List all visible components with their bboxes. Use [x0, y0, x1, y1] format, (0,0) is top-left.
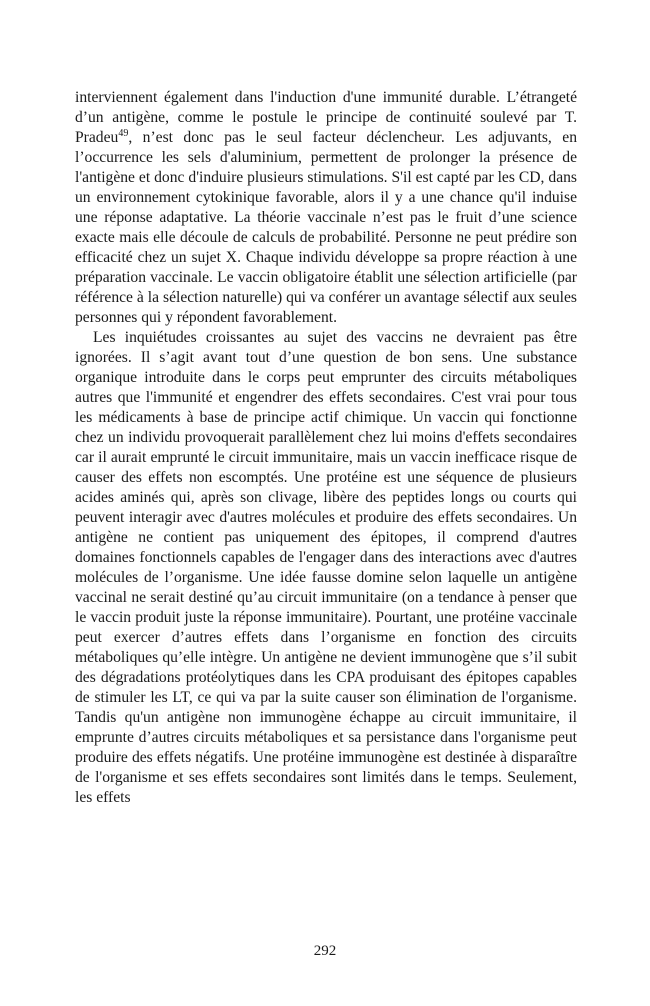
footnote-reference[interactable]: 49 — [118, 127, 129, 139]
page-number: 292 — [313, 943, 337, 959]
page-body — [75, 88, 577, 808]
paragraph-2: Les inquiétudes croissantes au sujet des vaccins ne devraient pas être ignorées. Il s’agit avant tout d’une question de bon sens. Une substance organique introduite dans le corps peut emprunter des circuits métaboliques autres que l'immunité et engendrer des effets secondaires. C'est vrai pour tous les médicaments à base de principe actif chimique. Un vaccin qui fonctionne chez un individu provoquerait parallèlement chez lui moins d'effets secondaires car il aurait emprunté le circuit immunitaire, mais un vaccin inefficace risque de causer des effets non escomptés. Une protéine est une séquence de plusieurs acides aminés qui, après son clivage, libère des peptides longs ou courts qui peuvent interagir avec d'autres molécules et produire des effets secondaires. Un antigène ne contient pas uniquement des épitopes, il comprend d'autres domaines fonctionnels capables de l'engager dans des interactions avec d'autres molécules de l’organisme. Une idée fausse domine selon laquelle un antigène vaccinal ne serait destiné qu’au circuit immunitaire (on a tendance à penser que le vaccin produit juste la réponse immunitaire). Pourtant, une protéine vaccinale peut exercer d’autres effets dans l’organisme en fonction des circuits métaboliques qu’elle intègre. Un antigène ne devient immunogène que s’il subit des dégradations protéolytiques dans les CPA produisant des épitopes capables de stimuler les LT, ce qui va par la suite causer son élimination de l'organisme. Tandis qu'un antigène non immunogène échappe au circuit immunitaire, il emprunte d’autres circuits métaboliques et sa persistance dans l'organisme peut produire des effets négatifs. Une protéine immunogène est destinée à disparaître de l'organisme et ses effets secondaires sont limités dans le temps. Seulement, les effets — [75, 329, 577, 806]
paragraph-1-continued: , n’est donc pas le seul facteur déclencheur. Les adjuvants, en l’occurrence les sels d'aluminium, permettent de prolonger la présence de l'antigène et donc d'induire plusieurs stimulations. S'il est capté par les CD, dans un environnement cytokinique favorable, alors il y a une chance qu'il induise une réponse adaptative. La théorie vaccinale n’est pas le fruit d’une science exacte mais elle découle de calculs de probabilité. Personne ne peut prédire son efficacité chez un sujet X. Chaque individu développe sa propre réaction à une préparation vaccinale. Le vaccin obligatoire établit une sélection artificielle (par référence à la sélection naturelle) qui va conférer un avantage sélectif aux seules personnes qui y répondent favorablement. — [75, 129, 577, 326]
paragraph-1 — [75, 88, 577, 328]
paragraph-1-text: interviennent également dans l'induction d'une immunité durable. L’étrangeté d’un antigène, comme le postule le principe de continuité soulevé par T. Pradeu — [75, 89, 577, 146]
